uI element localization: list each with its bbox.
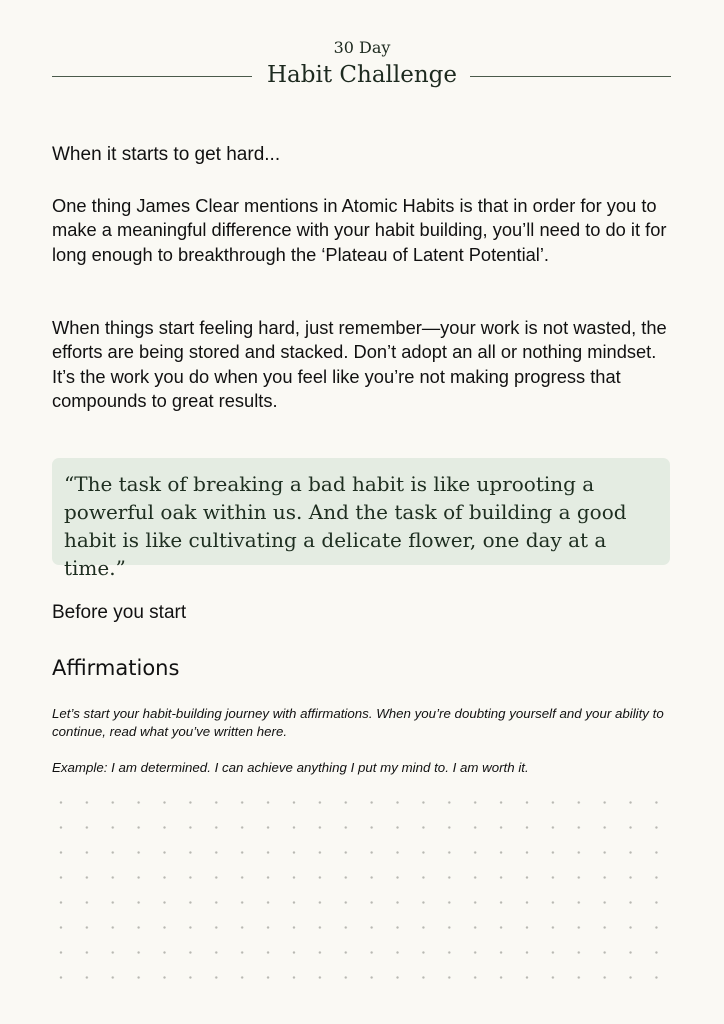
header-title: Habit Challenge [267,62,457,88]
paragraph-plateau: One thing James Clear mentions in Atomic Habits is that in order for you to make a meaningful difference with your habit building, you’ll need to do it for long enough to breakthrough the ‘Plateau of Latent Potential’. [52,195,667,265]
section-title-hard: When it starts to get hard... [52,144,281,165]
affirmations-intro: Let’s start your habit-building journey with affirmations. When you’re doubting yourself and your ability to continue, read what you’ve written here. [52,706,664,739]
quote-text: “The task of breaking a bad habit is like uprooting a powerful oak within us. And the task of building a good habit is like cultivating a delicate flower, one day at a time.” [64,472,627,580]
header-rule-right [470,76,671,77]
header-subtitle: 30 Day [333,38,391,57]
paragraph-remember: When things start feeling hard, just remember—your work is not wasted, the efforts are being stored and stacked. Don’t adopt an all or nothing mindset. It’s the work you do when you feel like you’re not making progress that compounds to great results. [52,317,667,412]
quote-box [52,458,670,580]
affirmations-example: Example: I am determined. I can achieve anything I put my mind to. I am worth it. [52,760,529,775]
header-block [0,38,724,90]
header-rule-left [52,76,252,77]
section-title-before: Before you start [52,602,187,623]
dot-grid-writing-area[interactable] [48,790,676,986]
affirmations-heading: Affirmations [52,656,180,680]
